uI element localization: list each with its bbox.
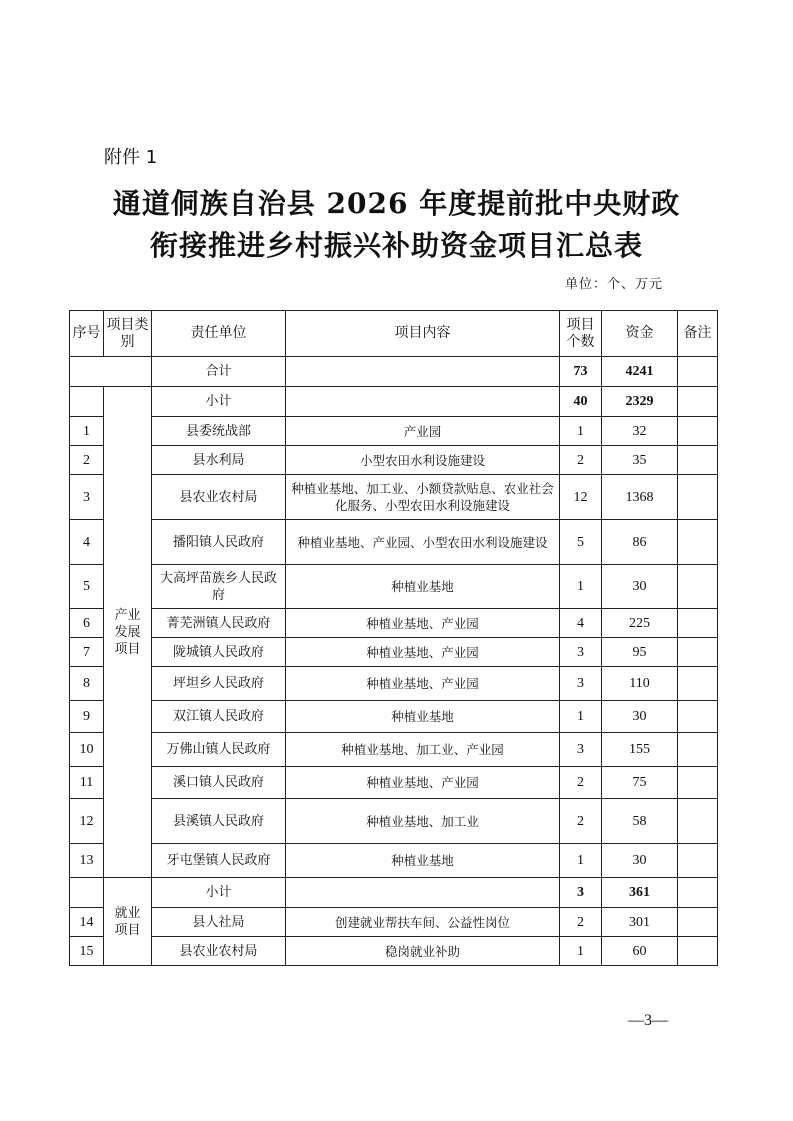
- unit-label: 单位：个、万元: [565, 277, 664, 292]
- row-count: 2: [560, 908, 602, 937]
- page-number: —3—: [628, 1012, 668, 1029]
- row-count: 1: [560, 565, 602, 609]
- employment-category: 就业项目: [104, 878, 152, 966]
- employment-subtotal-funds: 361: [602, 878, 678, 908]
- total-row: [70, 357, 718, 387]
- row-funds: 32: [602, 417, 678, 446]
- row-seq: 1: [70, 417, 104, 446]
- row-seq: 6: [70, 609, 104, 638]
- header-row: [70, 311, 718, 357]
- row-unit: 播阳镇人民政府: [152, 520, 286, 565]
- row-count: 2: [560, 799, 602, 844]
- row-count: 12: [560, 475, 602, 520]
- row-content: 种植业基地、产业园: [286, 638, 560, 667]
- row-count: 1: [560, 701, 602, 733]
- header-category: 项目类别: [104, 311, 152, 357]
- row-funds: 60: [602, 937, 678, 966]
- row-seq: 5: [70, 565, 104, 609]
- row-unit: 县农业农村局: [152, 937, 286, 966]
- row-count: 3: [560, 733, 602, 767]
- row-content: 种植业基地、加工业: [286, 799, 560, 844]
- row-count: 1: [560, 937, 602, 966]
- row-seq: 15: [70, 937, 104, 966]
- row-funds: 95: [602, 638, 678, 667]
- industry-category: 产业发展项目: [104, 387, 152, 878]
- total-label: 合计: [152, 357, 286, 387]
- header-seq: 序号: [70, 311, 104, 357]
- row-funds: 225: [602, 609, 678, 638]
- table-row: [70, 475, 718, 520]
- header-funds: 资金: [602, 311, 678, 357]
- row-funds: 155: [602, 733, 678, 767]
- row-funds: 301: [602, 908, 678, 937]
- industry-subtotal-row: [70, 387, 718, 417]
- header-content: 项目内容: [286, 311, 560, 357]
- row-seq: 2: [70, 446, 104, 475]
- table-row: [70, 565, 718, 609]
- table-row: [70, 609, 718, 638]
- row-funds: 1368: [602, 475, 678, 520]
- row-content: 种植业基地: [286, 701, 560, 733]
- row-unit: 县委统战部: [152, 417, 286, 446]
- row-count: 3: [560, 638, 602, 667]
- row-seq: 10: [70, 733, 104, 767]
- project-summary-table: [69, 310, 718, 966]
- industry-subtotal-label: 小计: [152, 387, 286, 417]
- row-unit: 万佛山镇人民政府: [152, 733, 286, 767]
- row-unit: 双江镇人民政府: [152, 701, 286, 733]
- row-count: 2: [560, 767, 602, 799]
- document-title-line-1: 通道侗族自治县 2026 年度提前批中央财政: [112, 187, 681, 220]
- row-funds: 58: [602, 799, 678, 844]
- row-unit: 菁芜洲镇人民政府: [152, 609, 286, 638]
- row-count: 1: [560, 417, 602, 446]
- table-row: [70, 767, 718, 799]
- row-seq: 9: [70, 701, 104, 733]
- row-seq: 13: [70, 844, 104, 878]
- row-unit: 牙屯堡镇人民政府: [152, 844, 286, 878]
- row-seq: 11: [70, 767, 104, 799]
- row-content: 种植业基地、产业园: [286, 767, 560, 799]
- row-unit: 溪口镇人民政府: [152, 767, 286, 799]
- table-row: [70, 667, 718, 701]
- row-content: 种植业基地、产业园: [286, 667, 560, 701]
- attachment-label: 附件 1: [104, 147, 158, 168]
- table-row: [70, 446, 718, 475]
- table-row: [70, 908, 718, 937]
- row-funds: 30: [602, 844, 678, 878]
- row-content: 种植业基地、加工业、产业园: [286, 733, 560, 767]
- row-content: 种植业基地、加工业、小额贷款贴息、农业社会化服务、小型农田水利设施建设: [286, 475, 560, 520]
- row-content: 小型农田水利设施建设: [286, 446, 560, 475]
- row-unit: 县溪镇人民政府: [152, 799, 286, 844]
- row-seq: 12: [70, 799, 104, 844]
- total-funds: 4241: [602, 357, 678, 387]
- row-seq: 8: [70, 667, 104, 701]
- row-content: 种植业基地: [286, 565, 560, 609]
- row-unit: 陇城镇人民政府: [152, 638, 286, 667]
- row-unit: 县农业农村局: [152, 475, 286, 520]
- table-row: [70, 638, 718, 667]
- row-content: 产业园: [286, 417, 560, 446]
- row-count: 1: [560, 844, 602, 878]
- document-title-line-2: 衔接推进乡村振兴补助资金项目汇总表: [149, 229, 643, 262]
- row-funds: 110: [602, 667, 678, 701]
- row-seq: 14: [70, 908, 104, 937]
- header-remark: 备注: [678, 311, 718, 357]
- industry-subtotal-funds: 2329: [602, 387, 678, 417]
- employment-subtotal-label: 小计: [152, 878, 286, 908]
- row-seq: 3: [70, 475, 104, 520]
- table-row: [70, 417, 718, 446]
- row-content: 种植业基地、产业园: [286, 609, 560, 638]
- table-row: [70, 733, 718, 767]
- row-count: 3: [560, 667, 602, 701]
- row-funds: 30: [602, 701, 678, 733]
- header-unit: 责任单位: [152, 311, 286, 357]
- header-count: 项目个数: [560, 311, 602, 357]
- industry-subtotal-count: 40: [560, 387, 602, 417]
- row-seq: 7: [70, 638, 104, 667]
- employment-subtotal-row: [70, 878, 718, 908]
- row-count: 4: [560, 609, 602, 638]
- row-count: 2: [560, 446, 602, 475]
- row-unit: 县人社局: [152, 908, 286, 937]
- row-count: 5: [560, 520, 602, 565]
- employment-subtotal-count: 3: [560, 878, 602, 908]
- row-funds: 30: [602, 565, 678, 609]
- total-count: 73: [560, 357, 602, 387]
- table-row: [70, 701, 718, 733]
- row-funds: 35: [602, 446, 678, 475]
- row-unit: 大高坪苗族乡人民政府: [152, 565, 286, 609]
- row-unit: 县水利局: [152, 446, 286, 475]
- table-row: [70, 799, 718, 844]
- row-funds: 86: [602, 520, 678, 565]
- table-row: [70, 844, 718, 878]
- row-content: 种植业基地: [286, 844, 560, 878]
- row-content: 种植业基地、产业园、小型农田水利设施建设: [286, 520, 560, 565]
- row-unit: 坪坦乡人民政府: [152, 667, 286, 701]
- table-row: [70, 520, 718, 565]
- row-seq: 4: [70, 520, 104, 565]
- row-content: 创建就业帮扶车间、公益性岗位: [286, 908, 560, 937]
- row-content: 稳岗就业补助: [286, 937, 560, 966]
- row-funds: 75: [602, 767, 678, 799]
- table-row: [70, 937, 718, 966]
